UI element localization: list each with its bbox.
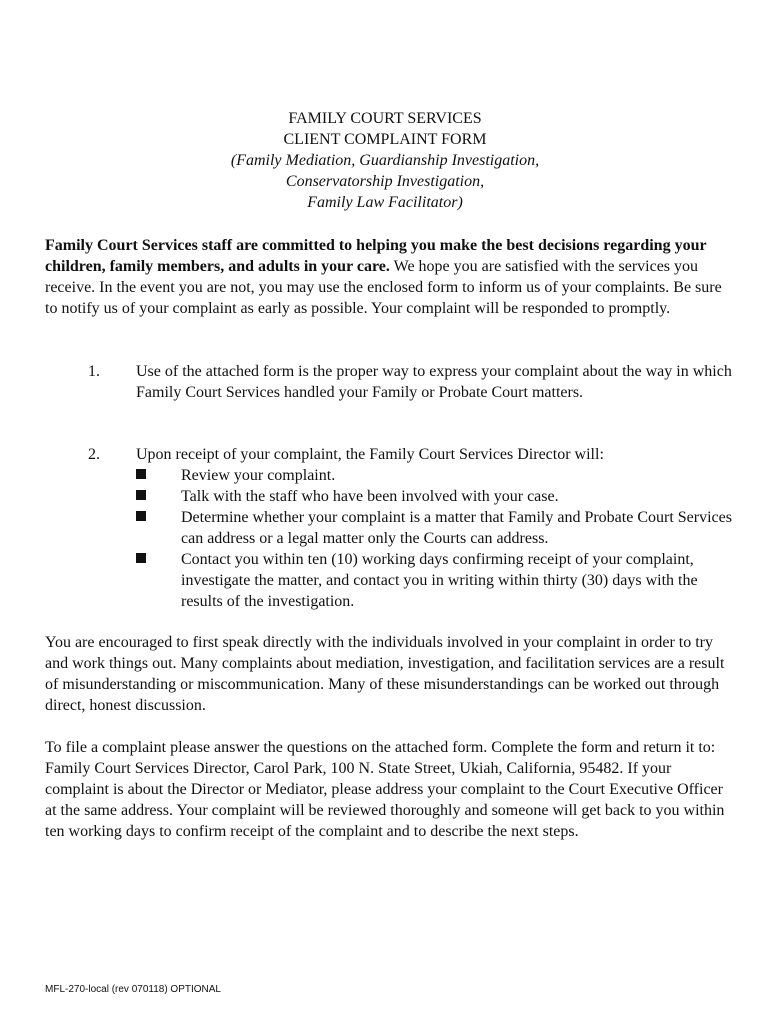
- header-title: FAMILY COURT SERVICES: [288, 110, 482, 127]
- intro-bold-statement: Family Court Services staff are committed to helping you make the best decisions regarding your children, family members, and adults in your care.: [45, 237, 707, 275]
- bullet-square-icon: [136, 553, 146, 563]
- bullet-text-1: Review your complaint.: [181, 467, 336, 484]
- bullet-text-4: Contact you within ten (10) working days confirming receipt of your complaint, investigate the matter, and contact you in writing within thirty (30) days with the results of the investigation.: [181, 551, 698, 610]
- bullet-square-icon: [136, 511, 146, 521]
- item-text-2: Upon receipt of your complaint, the Family Court Services Director will:: [136, 446, 604, 463]
- header-services-line-3: Family Law Facilitator): [307, 194, 463, 211]
- bullet-square-icon: [136, 469, 146, 479]
- header-services-line-2: Conservatorship Investigation,: [285, 173, 485, 190]
- header-subtitle: CLIENT COMPLAINT FORM: [283, 131, 487, 148]
- document-header: [0, 108, 770, 213]
- bullet-text-2: Talk with the staff who have been involved with your case.: [181, 488, 559, 505]
- bullet-text-3: Determine whether your complaint is a matter that Family and Probate Court Services can address or a legal matter only the Courts can address.: [181, 509, 732, 547]
- form-footer-code: MFL-270-local (rev 070118) OPTIONAL: [45, 984, 221, 995]
- encouragement-paragraph: You are encouraged to first speak directly with the individuals involved in your complaint in order to try and work things out. Many complaints about mediation, investigation, and facilitation services are a result of misunderstanding or miscommunication. Many of these misunderstandings can be worked out through direct, honest discussion.: [45, 634, 725, 714]
- intro-text: We hope you are satisfied with the services you receive. In the event you are not, you may use the enclosed form to inform us of your complaints. Be sure to notify us of your complaint as early as possible. Your complaint will be responded to promptly.: [45, 258, 722, 317]
- item-text-1: Use of the attached form is the proper way to express your complaint about the way in which Family Court Services handled your Family or Probate Court matters.: [136, 363, 732, 401]
- item-number-2: 2.: [88, 446, 100, 463]
- header-services-line-1: (Family Mediation, Guardianship Investigation,: [230, 152, 540, 169]
- filing-instructions-paragraph: To file a complaint please answer the questions on the attached form. Complete the form and return it to: Family Court Services Director, Carol Park, 100 N. State Street, Ukiah, California, 95482. If your complaint is about the Director or Mediator, please address your complaint to the Court Executive Officer at the same address. Your complaint will be reviewed thoroughly and someone will get back to you within ten working days to confirm receipt of the complaint and to describe the next steps.: [45, 739, 725, 840]
- item-number-1: 1.: [88, 363, 100, 380]
- intro-paragraph: [45, 235, 735, 319]
- bullet-square-icon: [136, 490, 146, 500]
